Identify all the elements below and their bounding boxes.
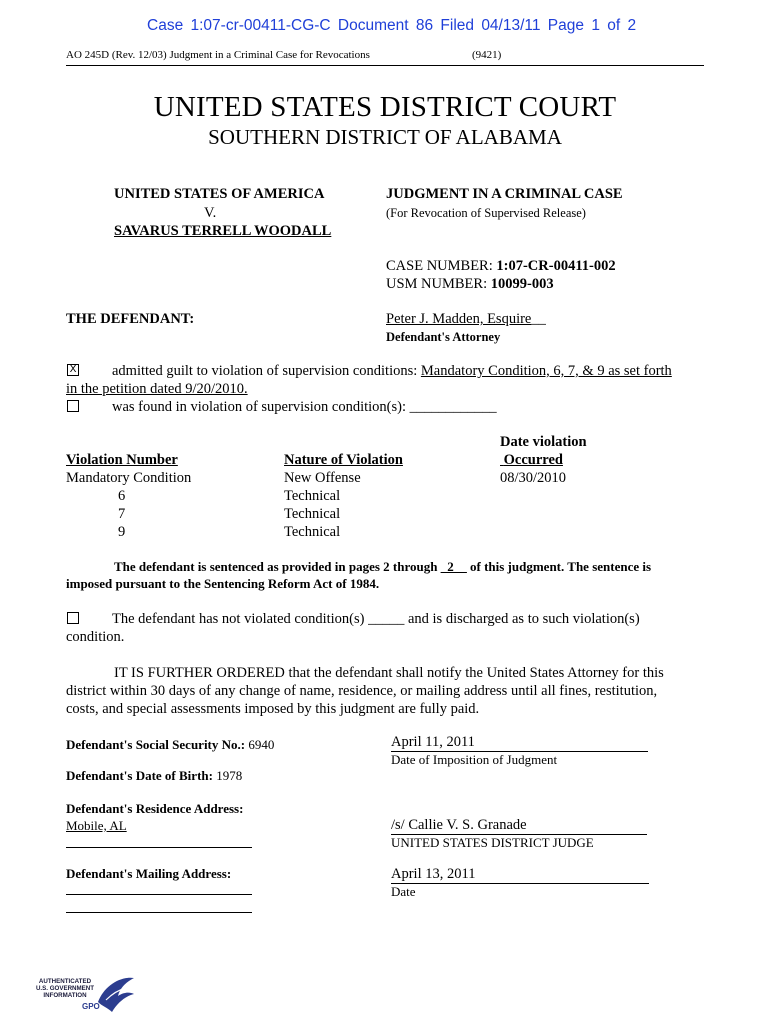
mailing-label: Defendant's Mailing Address:	[66, 866, 232, 881]
usm-number: 10099-003	[490, 276, 554, 292]
defendant-label: THE DEFENDANT:	[66, 311, 195, 327]
judgment-subtitle: (For Revocation of Supervised Release)	[386, 206, 586, 220]
order-line3: costs, and special assessments imposed by this judgment are fully paid.	[66, 701, 480, 717]
attorney-name: Peter J. Madden, Esquire	[386, 311, 532, 327]
order-line2: district within 30 days of any change of name, residence, or mailing address until all fines, restitution,	[66, 683, 658, 699]
not-violated-line1: The defendant has not violated condition(s) _____ and is discharged as to such violation(s)	[112, 611, 640, 627]
order-line1: IT IS FURTHER ORDERED that the defendant shall notify the United States Attorney for this	[114, 665, 664, 681]
signed-date-label: Date	[391, 884, 416, 899]
defendant-name: SAVARUS TERRELL WOODALL	[114, 223, 332, 239]
violation-number: Mandatory Condition	[66, 470, 192, 486]
residence-label: Defendant's Residence Address:	[66, 801, 244, 816]
gpo-mark: GPO	[82, 1002, 100, 1011]
header-date-line1: Date violation	[500, 434, 587, 450]
attorney-label: Defendant's Attorney	[386, 330, 501, 344]
usm-number-line	[386, 276, 554, 293]
mailing-blank-line	[66, 894, 252, 895]
dob-line	[66, 768, 242, 784]
violation-number: 6	[118, 488, 126, 504]
admitted-continued: in the petition dated 9/20/2010.	[66, 381, 248, 397]
case-number-line	[386, 258, 616, 275]
violation-number: 7	[118, 506, 126, 522]
admitted-checkbox[interactable]: X	[67, 364, 79, 376]
court-district: SOUTHERN DISTRICT OF ALABAMA	[208, 125, 562, 149]
residence-blank-line	[66, 847, 252, 848]
not-violated-checkbox[interactable]	[67, 612, 79, 624]
violation-nature: New Offense	[284, 470, 361, 486]
not-violated-line2: condition.	[66, 629, 125, 645]
form-number: (9421)	[472, 49, 502, 61]
versus: V.	[204, 205, 217, 221]
plaintiff: UNITED STATES OF AMERICA	[114, 186, 325, 202]
header-violation-number: Violation Number	[66, 452, 178, 468]
attorney-trail: __	[531, 311, 546, 327]
form-id: AO 245D (Rev. 12/03) Judgment in a Criminal Case for Revocations	[66, 49, 370, 61]
case-number: 1:07-CR-00411-002	[496, 258, 616, 274]
court-name: UNITED STATES DISTRICT COURT	[153, 91, 617, 123]
imposition-label: Date of Imposition of Judgment	[391, 752, 558, 767]
violation-nature: Technical	[284, 524, 341, 540]
violation-number: 9	[118, 524, 126, 540]
ssn-line	[66, 737, 274, 753]
judgment-title: JUDGMENT IN A CRIMINAL CASE	[386, 186, 623, 202]
ssn-label: Defendant's Social Security No.:	[66, 737, 246, 752]
signed-date: April 13, 2011	[391, 866, 649, 884]
header-nature: Nature of Violation	[284, 452, 403, 468]
attorney-line	[386, 311, 546, 328]
violation-date: 08/30/2010	[500, 470, 567, 486]
dob-label: Defendant's Date of Birth:	[66, 768, 213, 783]
admitted-text: admitted guilt to violation of supervision conditions:	[112, 363, 418, 379]
sentence-line2: imposed pursuant to the Sentencing Reform Act of 1984.	[66, 576, 380, 591]
judge-signature: /s/ Callie V. S. Granade	[391, 817, 647, 835]
case-number-label: CASE NUMBER:	[386, 258, 493, 274]
found-checkbox[interactable]	[67, 400, 79, 412]
judge-title: UNITED STATES DISTRICT JUDGE	[391, 835, 594, 850]
imposition-date: April 11, 2011	[391, 734, 648, 752]
violation-nature: Technical	[284, 488, 341, 504]
violation-nature: Technical	[284, 506, 341, 522]
sentence-line1: The defendant is sentenced as provided in pages 2 through _2__ of this judgment. The sentence is	[114, 559, 652, 574]
sentence-pages: _2__	[440, 559, 467, 574]
header-date-line2: Occurred	[503, 452, 563, 468]
header-rule	[66, 65, 704, 66]
seal-text: AUTHENTICATED U.S. GOVERNMENT INFORMATION	[35, 978, 95, 999]
ssn-value: 6940	[248, 737, 275, 752]
mailing-blank-line	[66, 912, 252, 913]
found-text: was found in violation of supervision condition(s): ____________	[112, 399, 497, 415]
usm-number-label: USM NUMBER:	[386, 276, 488, 292]
gpo-authentication-seal	[30, 972, 140, 1016]
case-stamp: Case 1:07-cr-00411-CG-C Document 86 Filed 04/13/11 Page 1 of 2	[147, 17, 637, 34]
admitted-conditions: Mandatory Condition, 6, 7, & 9 as set forth	[420, 363, 672, 379]
admitted-line	[112, 363, 672, 380]
residence-value: Mobile, AL	[66, 818, 127, 833]
dob-value: 1978	[216, 768, 243, 783]
